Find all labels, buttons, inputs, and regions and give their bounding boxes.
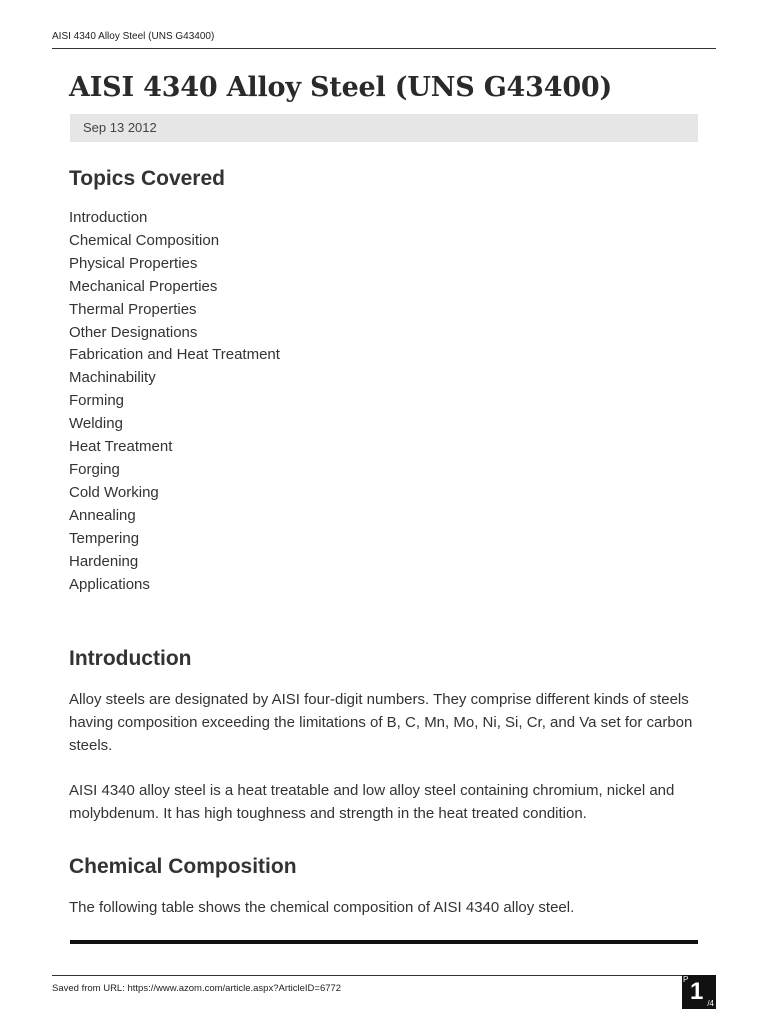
- footer-divider: [52, 975, 684, 976]
- topics-heading: Topics Covered: [69, 167, 225, 190]
- topic-item: Hardening: [69, 552, 139, 570]
- chemical-composition-paragraph: The following table shows the chemical composition of AISI 4340 alloy steel.: [69, 899, 575, 916]
- introduction-paragraph: Alloy steels are designated by AISI four-digit numbers. They comprise different kinds of steels having composition exceeding the limitations of B, C, Mn, Mo, Ni, Si, Cr, and Va set for carbon steels.: [69, 691, 693, 754]
- running-header: AISI 4340 Alloy Steel (UNS G43400): [52, 31, 215, 42]
- topic-item: Fabrication and Heat Treatment: [69, 346, 280, 364]
- page-number: 1: [690, 978, 704, 1005]
- topic-item: Mechanical Properties: [69, 277, 218, 295]
- publish-date: Sep 13 2012: [83, 120, 157, 135]
- topic-item: Introduction: [69, 209, 148, 226]
- topic-item: Applications: [69, 575, 150, 593]
- topic-item: Thermal Properties: [69, 300, 197, 318]
- date-bar: [70, 114, 698, 142]
- table-top-border: [70, 940, 698, 944]
- page-prefix: P: [683, 975, 689, 984]
- page-badge: [682, 975, 716, 1009]
- topics-list: [69, 207, 280, 596]
- introduction-heading: Introduction: [69, 647, 192, 670]
- header-divider: [52, 48, 716, 49]
- topic-item: Other Designations: [69, 323, 198, 341]
- chemical-composition-heading: Chemical Composition: [69, 855, 297, 878]
- topic-item: Physical Properties: [69, 254, 198, 272]
- topic-item: Machinability: [69, 369, 156, 387]
- introduction-paragraph: AISI 4340 alloy steel is a heat treatable and low alloy steel containing chromium, nickel and molybdenum. It has high toughness and strength in the heat treated condition.: [69, 782, 675, 822]
- topic-item: Forming: [69, 392, 125, 410]
- topic-item: Tempering: [69, 529, 140, 547]
- topic-item: Cold Working: [69, 483, 159, 501]
- topic-item: Annealing: [69, 506, 136, 524]
- topic-item: Chemical Composition: [69, 231, 220, 249]
- article-title: AISI 4340 Alloy Steel (UNS G43400): [69, 72, 613, 103]
- topic-item: Heat Treatment: [69, 438, 173, 456]
- page-total: /4: [707, 999, 714, 1008]
- topic-item: Welding: [69, 415, 123, 433]
- topic-item: Forging: [69, 460, 120, 478]
- source-url: Saved from URL: https://www.azom.com/article.aspx?ArticleID=6772: [52, 983, 342, 994]
